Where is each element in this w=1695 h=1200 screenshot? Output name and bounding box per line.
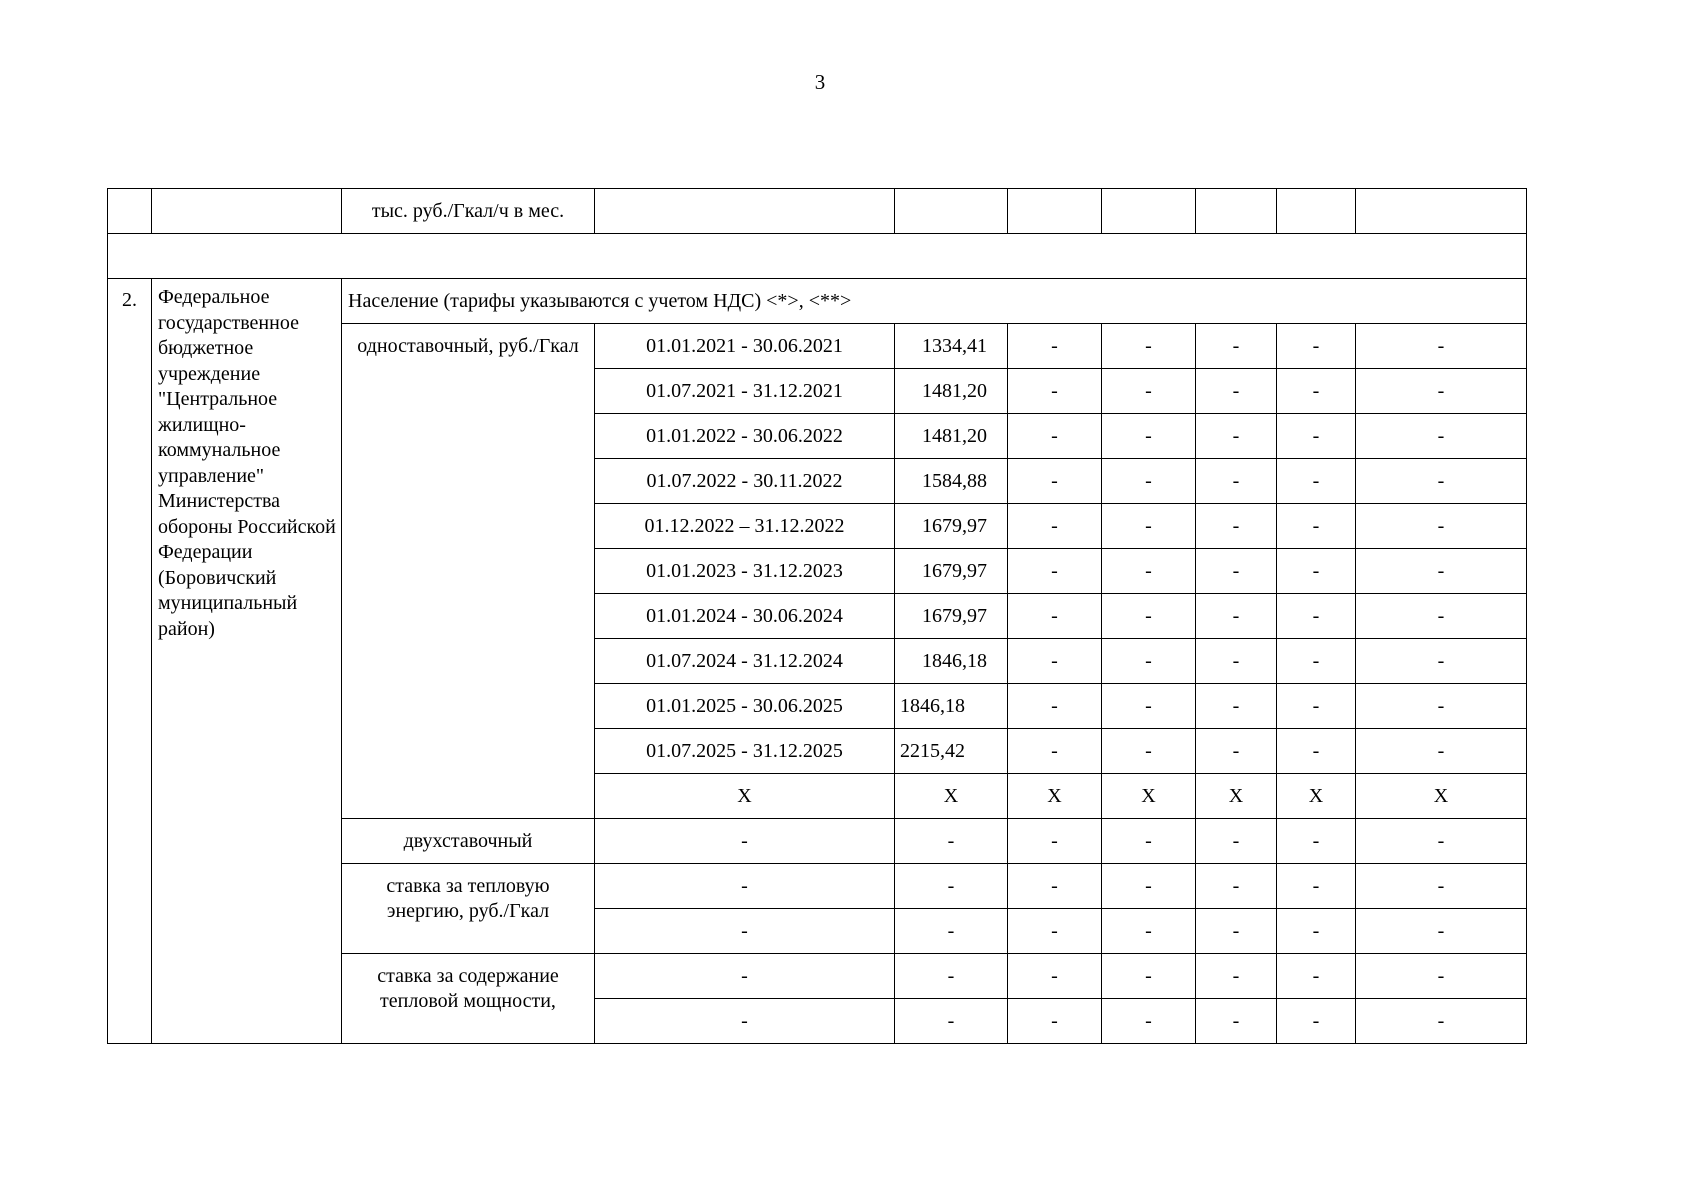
table-cell: -: [1102, 504, 1196, 549]
table-cell: -: [1356, 819, 1527, 864]
table-row: [108, 234, 1527, 279]
table-cell: -: [1008, 594, 1102, 639]
value-cell: 1846,18: [895, 684, 1008, 729]
period-cell: 01.12.2022 – 31.12.2022: [595, 504, 895, 549]
value-cell: 1584,88: [895, 459, 1008, 504]
table-cell: -: [1196, 414, 1277, 459]
table-cell: -: [1196, 909, 1277, 954]
table-cell: -: [1196, 639, 1277, 684]
value-cell: 1679,97: [895, 549, 1008, 594]
value-cell: 1481,20: [895, 369, 1008, 414]
table-cell: -: [1277, 459, 1356, 504]
table-cell: X: [1008, 774, 1102, 819]
value-cell: -: [895, 819, 1008, 864]
table-cell: -: [1356, 954, 1527, 999]
table-cell: -: [1277, 729, 1356, 774]
table-cell: -: [1196, 819, 1277, 864]
single-rate-label: одноставочный, руб./Гкал: [342, 324, 595, 819]
table-cell: -: [1008, 549, 1102, 594]
table-cell: -: [1102, 639, 1196, 684]
table-cell: -: [1277, 684, 1356, 729]
row-index: 2.: [108, 279, 152, 1044]
table-cell: -: [1196, 504, 1277, 549]
table-cell: -: [1008, 414, 1102, 459]
table-cell: -: [1277, 324, 1356, 369]
table-cell: -: [1277, 639, 1356, 684]
table-cell: -: [1196, 729, 1277, 774]
table-cell: -: [1102, 549, 1196, 594]
table-cell: -: [1008, 999, 1102, 1044]
value-cell: X: [895, 774, 1008, 819]
table-cell: -: [1356, 324, 1527, 369]
value-cell: 1679,97: [895, 594, 1008, 639]
value-cell: 1846,18: [895, 639, 1008, 684]
table-cell: -: [1356, 864, 1527, 909]
period-cell: 01.07.2024 - 31.12.2024: [595, 639, 895, 684]
table-cell: -: [1196, 369, 1277, 414]
table-cell: -: [1008, 324, 1102, 369]
table-cell: -: [1356, 999, 1527, 1044]
table-cell: -: [1277, 954, 1356, 999]
table-cell: -: [1102, 954, 1196, 999]
table-cell: -: [1277, 999, 1356, 1044]
period-cell: -: [595, 954, 895, 999]
table-cell: -: [1356, 639, 1527, 684]
table-cell: X: [1196, 774, 1277, 819]
table-cell: -: [1102, 369, 1196, 414]
organization-name: Федеральное государственное бюджетное учреждение "Центральное жилищно-коммунальное управление" Министерства обороны Российской Федерации (Боровичский муниципальный район): [152, 279, 342, 1044]
tariff-table: [107, 188, 1527, 1044]
period-cell: -: [595, 999, 895, 1044]
table-cell: -: [1356, 414, 1527, 459]
table-cell: -: [1196, 459, 1277, 504]
table-cell: -: [1277, 549, 1356, 594]
value-cell: -: [895, 909, 1008, 954]
table-cell: -: [1356, 369, 1527, 414]
period-cell: 01.07.2022 - 30.11.2022: [595, 459, 895, 504]
table-cell: -: [1008, 729, 1102, 774]
table-cell: -: [1277, 504, 1356, 549]
table-cell: -: [1102, 594, 1196, 639]
table-cell: -: [1196, 324, 1277, 369]
table-cell: -: [1008, 819, 1102, 864]
table-cell: -: [1008, 864, 1102, 909]
table-cell: -: [1196, 999, 1277, 1044]
table-cell: -: [1102, 999, 1196, 1044]
table-cell: -: [1102, 729, 1196, 774]
period-cell: -: [595, 909, 895, 954]
table-cell: -: [1277, 369, 1356, 414]
table-cell: -: [1102, 819, 1196, 864]
period-cell: 01.07.2021 - 31.12.2021: [595, 369, 895, 414]
two-rate-label: двухставочный: [342, 819, 595, 864]
table-cell: -: [1356, 684, 1527, 729]
page-number: 3: [814, 70, 826, 94]
table-cell: -: [1008, 504, 1102, 549]
table-cell: -: [1102, 459, 1196, 504]
heat-rate-label: ставка за тепловую энергию, руб./Гкал: [342, 864, 595, 954]
table-cell: -: [1008, 684, 1102, 729]
value-cell: 2215,42: [895, 729, 1008, 774]
table-cell: -: [1102, 909, 1196, 954]
table-cell: -: [1356, 549, 1527, 594]
table-cell: -: [1196, 864, 1277, 909]
table-cell: -: [1102, 864, 1196, 909]
period-cell: -: [595, 864, 895, 909]
value-cell: -: [895, 954, 1008, 999]
period-cell: 01.01.2024 - 30.06.2024: [595, 594, 895, 639]
table-cell: -: [1008, 459, 1102, 504]
table-cell: -: [1356, 594, 1527, 639]
table-cell: X: [1102, 774, 1196, 819]
period-cell: 01.01.2022 - 30.06.2022: [595, 414, 895, 459]
table-cell: -: [1008, 954, 1102, 999]
table-row: [108, 279, 1527, 324]
table-cell: -: [1356, 729, 1527, 774]
period-cell: -: [595, 819, 895, 864]
table-cell: -: [1008, 639, 1102, 684]
period-cell: 01.07.2025 - 31.12.2025: [595, 729, 895, 774]
table-cell: -: [1196, 684, 1277, 729]
table-cell: -: [1277, 864, 1356, 909]
period-cell: 01.01.2023 - 31.12.2023: [595, 549, 895, 594]
table-cell: -: [1277, 414, 1356, 459]
group-label: Население (тарифы указываются с учетом НДС) <*>, <**>: [342, 279, 1527, 324]
table-row: [108, 189, 1527, 234]
table-cell: -: [1277, 594, 1356, 639]
value-cell: 1481,20: [895, 414, 1008, 459]
value-cell: 1334,41: [895, 324, 1008, 369]
value-cell: -: [895, 999, 1008, 1044]
table-cell: X: [1277, 774, 1356, 819]
table-cell: -: [1008, 369, 1102, 414]
table-cell: -: [1277, 819, 1356, 864]
table-cell: -: [1356, 909, 1527, 954]
table-cell: X: [1356, 774, 1527, 819]
table-cell: -: [1196, 594, 1277, 639]
table-cell: -: [1102, 324, 1196, 369]
value-cell: -: [895, 864, 1008, 909]
capacity-rate-label: ставка за содержание тепловой мощности,: [342, 954, 595, 1044]
table-cell: -: [1356, 504, 1527, 549]
table-cell: -: [1102, 414, 1196, 459]
table-cell: -: [1102, 684, 1196, 729]
table-cell: -: [1277, 909, 1356, 954]
period-cell: X: [595, 774, 895, 819]
period-cell: 01.01.2025 - 30.06.2025: [595, 684, 895, 729]
table-cell: -: [1008, 909, 1102, 954]
table-cell: -: [1196, 954, 1277, 999]
value-cell: 1679,97: [895, 504, 1008, 549]
period-cell: 01.01.2021 - 30.06.2021: [595, 324, 895, 369]
table-cell: -: [1356, 459, 1527, 504]
unit-cell: тыс. руб./Гкал/ч в мес.: [342, 189, 595, 234]
table-cell: -: [1196, 549, 1277, 594]
